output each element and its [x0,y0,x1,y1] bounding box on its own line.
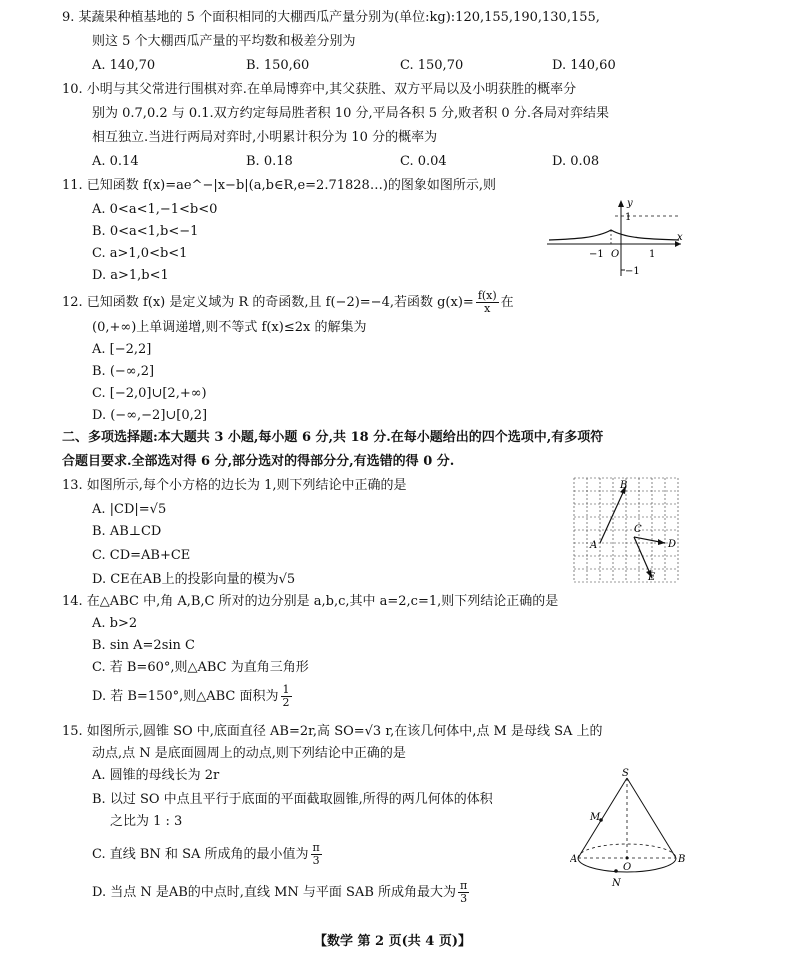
q9-line2: 则这 5 个大棚西瓜产量的平均数和极差分别为 [92,34,356,49]
q9-option-d: D. 140,60 [552,58,616,73]
q12-line1 [62,290,514,315]
q9-option-a: A. 140,70 [92,58,156,73]
q13-grid-lines [574,478,678,582]
q13-option-b: B. AB⊥CD [92,524,162,539]
q15-label-m: M [590,812,601,823]
q15-option-c-fraction [311,842,322,867]
q11-y-label: y [627,198,633,209]
q12-option-a: A. [−2,2] [92,342,152,357]
q13-label-c: C [634,524,642,535]
q10-line2: 别为 0.7,0.2 与 0.1.双方约定每局胜者积 10 分,平局各积 5 分,败者积 0 分.各局对弈结果 [92,106,609,121]
q9-line1: 9. 某蔬果种植基地的 5 个面积相同的大棚西瓜产量分别为(单位:kg):120,155,190,130,155, [62,10,600,25]
q10-option-a: A. 0.14 [92,154,139,169]
page-footer: 【数学 第 2 页(共 4 页)】 [313,934,472,949]
q14-line1: 14. 在△ABC 中,角 A,B,C 所对的边分别是 a,b,c,其中 a=2,c=1,则下列结论正确的是 [62,594,559,609]
q12-line2: (0,+∞)上单调递增,则不等式 f(x)≤2x 的解集为 [92,320,367,335]
q11-origin-label: O [611,249,620,260]
q10-line1: 10. 小明与其父常进行围棋对弈.在单局博弈中,其父获胜、双方平局以及小明获胜的概率分 [62,82,577,97]
q15-option-a: A. 圆锥的母线长为 2r [92,768,220,783]
q13-grid-figure [572,476,682,584]
q15-c-den: 3 [312,854,320,867]
q11-x-label: x [677,232,683,243]
q11-option-a: A. 0<a<1,−1<b<0 [92,202,218,217]
q13-option-c: C. CD=AB+CE [92,548,191,563]
q15-label-a: A [570,854,578,865]
q13-arrow-cd [658,539,665,545]
q15-d-num: π [460,879,468,892]
q15-label-s: S [622,768,629,779]
q13-label-b: B [620,480,628,491]
q10-option-d: D. 0.08 [552,154,600,169]
q15-option-d-text: D. 当点 N 是AB的中点时,直线 MN 与平面 SAB 所成角最大为 [92,885,457,900]
q12-option-d: D. (−∞,−2]∪[0,2] [92,408,208,423]
q11-neg1-label: −1 [589,249,604,260]
q15-label-n: N [612,878,621,889]
q12-line1-tail: 在 [500,295,514,310]
q15-line2: 动点,点 N 是底面圆周上的动点,则下列结论中正确的是 [92,746,406,761]
q11-neg1-bottom-label: −1 [625,266,640,277]
q11-option-d: D. a>1,b<1 [92,268,169,283]
q12-line1-text: 12. 已知函数 f(x) 是定义域为 R 的奇函数,且 f(−2)=−4,若函数 g(x)= [62,295,474,310]
q11-option-b: B. 0<a<1,b<−1 [92,224,199,239]
q13-option-a: A. |CD|=√5 [92,502,167,517]
q13-label-a: A [590,540,598,551]
q15-c-num: π [312,841,320,854]
q13-option-d: D. CE在AB上的投影向量的模为√5 [92,572,296,587]
q13-line1: 13. 如图所示,每个小方格的边长为 1,则下列结论中正确的是 [62,478,407,493]
q15-point-o [626,857,629,860]
q15-label-b: B [678,854,685,865]
q15-point-n [614,869,618,873]
q12-frac-num: f(x) [477,289,497,302]
q12-option-c: C. [−2,0]∪[2,+∞) [92,386,207,401]
q14-option-d-fraction [281,684,292,709]
q14-option-b: B. sin A=2sin C [92,638,195,653]
q11-curve [549,230,679,240]
q10-option-c: C. 0.04 [400,154,447,169]
q11-y-arrow [618,200,624,207]
section2-heading-line1: 二、多项选择题:本大题共 3 小题,每小题 6 分,共 18 分.在每小题给出的四个选项中,有多项符 [62,430,604,445]
q14-d-den: 2 [282,696,290,709]
q11-graph-figure [545,196,685,278]
q11-line1: 11. 已知函数 f(x)=ae^−|x−b|(a,b∈R,e=2.71828…)的图象如图所示,则 [62,178,497,193]
q15-cone-figure [570,766,685,892]
q12-fraction [476,290,499,315]
q15-option-b-line1: B. 以过 SO 中点且平行于底面的平面截取圆锥,所得的两几何体的体积 [92,792,493,807]
q15-option-d [92,880,471,905]
q13-label-d: D [668,539,677,550]
q9-option-c: C. 150,70 [400,58,464,73]
q14-option-c: C. 若 B=60°,则△ABC 为直角三角形 [92,660,309,675]
q15-option-b-line2: 之比为 1 : 3 [110,814,183,829]
q11-one-label: 1 [649,249,656,260]
q15-d-den: 3 [460,892,468,905]
q14-d-num: 1 [282,683,290,696]
q11-option-c: C. a>1,0<b<1 [92,246,188,261]
q9-option-b: B. 150,60 [246,58,310,73]
q15-option-d-fraction [458,880,469,905]
q15-generatrix-sa [578,778,627,858]
q12-frac-den: x [484,302,491,315]
q15-option-c [92,842,324,867]
q13-label-e: E [648,572,656,583]
section2-heading-line2: 合题目要求.全部选对得 6 分,部分选对的得部分分,有选错的得 0 分. [62,454,455,469]
q15-generatrix-sb [627,778,676,858]
q10-line3: 相互独立.当进行两局对弈时,小明累计积分为 10 分的概率为 [92,130,438,145]
q12-option-b: B. (−∞,2] [92,364,155,379]
q14-option-d [92,684,294,709]
q15-option-c-text: C. 直线 BN 和 SA 所成角的最小值为 [92,847,309,862]
q11-one-top-label: 1 [625,212,632,223]
q15-label-o: O [623,862,632,873]
q14-option-a: A. b>2 [92,616,138,631]
q14-option-d-text: D. 若 B=150°,则△ABC 面积为 [92,689,279,704]
q15-line1: 15. 如图所示,圆锥 SO 中,底面直径 AB=2r,高 SO=√3 r,在该几何体中,点 M 是母线 SA 上的 [62,724,603,739]
q10-option-b: B. 0.18 [246,154,293,169]
